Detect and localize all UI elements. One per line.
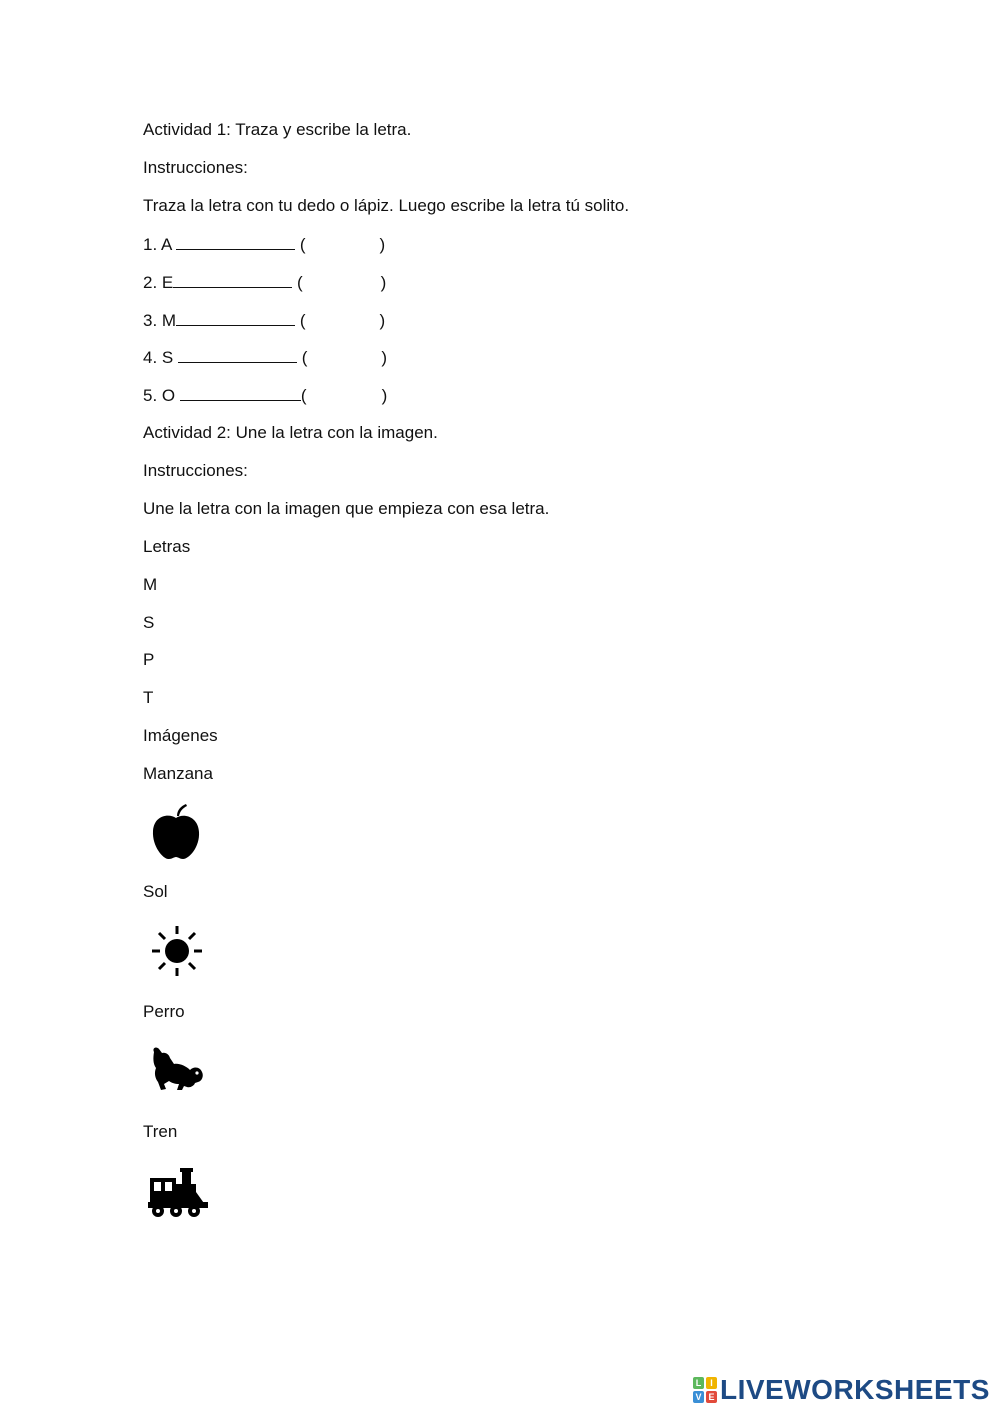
item-letter: A	[160, 235, 172, 254]
logo-text: LIVEWORKSHEETS	[720, 1374, 990, 1405]
logo-tile-e: E	[706, 1391, 717, 1403]
open-paren: (	[301, 348, 308, 367]
image-label-perro: Perro	[143, 1002, 185, 1021]
activity2-instructions-label: Instrucciones:	[143, 461, 248, 480]
train-icon[interactable]	[148, 1166, 210, 1220]
trace-item-3	[143, 310, 385, 331]
activity1-title: Actividad 1: Traza y escribe la letra.	[143, 120, 412, 139]
image-label-sol: Sol	[143, 882, 168, 901]
item-letter: S	[161, 348, 174, 367]
images-label: Imágenes	[143, 726, 218, 745]
open-paren: (	[300, 386, 307, 405]
image-label-tren: Tren	[143, 1122, 178, 1141]
trace-item-4	[143, 347, 387, 368]
item-number: 5.	[143, 386, 158, 405]
activity1-instructions: Traza la letra con tu dedo o lápiz. Luego escribe la letra tú solito.	[143, 196, 630, 215]
apple-icon[interactable]	[148, 802, 204, 862]
sun-icon[interactable]	[150, 924, 204, 978]
item-number: 3.	[143, 311, 158, 330]
activity2-instructions: Une la letra con la imagen que empieza con esa letra.	[143, 499, 550, 518]
trace-item-5	[143, 385, 387, 406]
item-letter: M	[161, 311, 177, 330]
letter-p[interactable]: P	[143, 650, 155, 669]
letter-m[interactable]: M	[143, 575, 158, 594]
open-paren: (	[299, 311, 306, 330]
dog-icon[interactable]	[148, 1044, 206, 1096]
write-line[interactable]	[180, 385, 301, 401]
write-line[interactable]	[176, 234, 295, 250]
image-label-manzana: Manzana	[143, 764, 213, 783]
close-paren: )	[381, 348, 388, 367]
activity2-title: Actividad 2: Une la letra con la imagen.	[143, 423, 438, 442]
logo-tiles	[693, 1377, 717, 1403]
write-line[interactable]	[178, 347, 297, 363]
item-number: 1.	[143, 235, 158, 254]
logo-tile-l: L	[693, 1377, 704, 1389]
item-letter: E	[161, 273, 174, 292]
open-paren: (	[299, 235, 306, 254]
letter-s[interactable]: S	[143, 613, 155, 632]
open-paren: (	[297, 273, 303, 292]
item-letter: O	[161, 386, 176, 405]
letters-label: Letras	[143, 537, 191, 556]
logo-tile-i: I	[706, 1377, 717, 1389]
item-number: 2.	[143, 273, 158, 292]
activity1-instructions-label: Instrucciones:	[143, 158, 248, 177]
close-paren: )	[381, 386, 388, 405]
close-paren: )	[379, 311, 386, 330]
logo-tile-v: V	[693, 1391, 704, 1403]
liveworksheets-logo[interactable]	[693, 1376, 990, 1404]
letter-t[interactable]: T	[143, 688, 154, 707]
close-paren: )	[380, 273, 387, 292]
item-number: 4.	[143, 348, 158, 367]
write-line[interactable]	[173, 272, 292, 288]
trace-item-2	[143, 272, 386, 293]
trace-item-1	[143, 234, 385, 255]
close-paren: )	[379, 235, 386, 254]
write-line[interactable]	[176, 310, 295, 326]
